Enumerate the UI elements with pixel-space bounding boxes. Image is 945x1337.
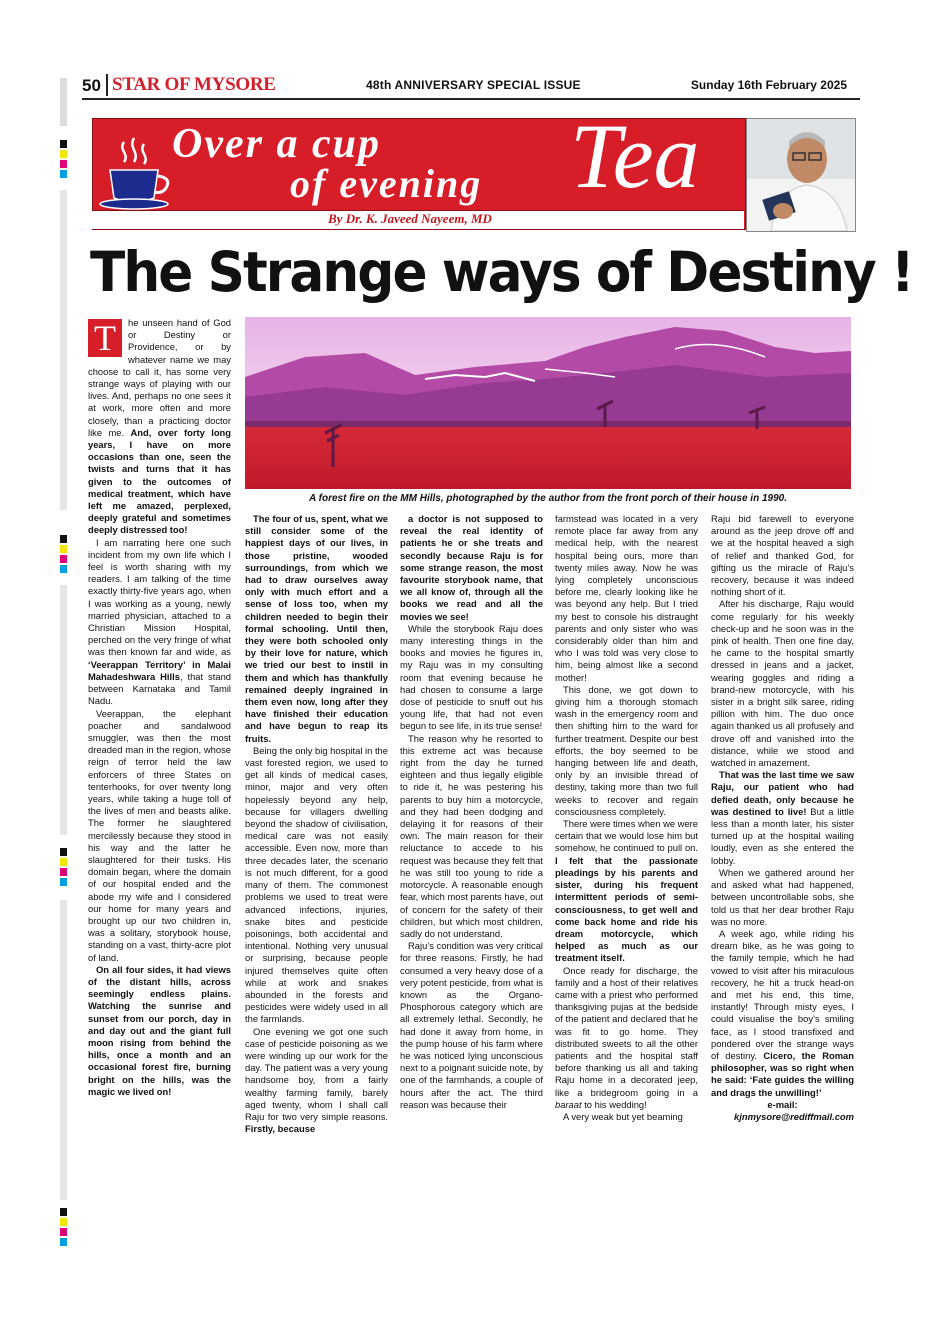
page-number: 50	[82, 76, 101, 95]
article-column-2	[245, 513, 388, 1135]
registration-mark-cyan	[60, 878, 67, 886]
paragraph: A week ago, while riding his dream bike, as he was going to the family temple, which he had vowed to visit after his miraculous recovery, he hit a truck head-on and met his end, this time, instantly! Through misty eyes, I could visualise the boy’s smiling face, as I stood transfixed and pondered over the strange ways of destiny. Cicero, the Roman philosopher, was so right when he said: ‘Fate guides the willing and drags the unwilling!’	[711, 927, 854, 1098]
paragraph: Once ready for discharge, the family and a host of their relatives came with a priest who performed thanksgiving pujas at the bedside of the patient and declared that he was fit to go home. They distributed sweets to all the other patients and the hospital staff before thanking us all and taking Raju home in a decorated jeep, like a bridegroom going in a baraat to his wedding!	[555, 964, 698, 1110]
paragraph: Being the only big hospital in the vast forested region, we used to get all kinds of medical cases, minor, major and very often hopelessly beyond any help, because for villagers dwelling beyond the shadow of civilisation, medical care was not easily accessible. Even now, more than three decades later, the scenario is not much different, for a good many of them. The commonest problems we used to treat were advanced infections, injuries, snake bites and pesticide poisonings, both accidental and intentional. Nothing very unusual or surprising, because people injured themselves quite often while at work and snakes abounded in the forests and pesticides were widely used in all the farmlands.	[245, 744, 388, 1025]
issue-date: Sunday 16th February 2025	[690, 78, 847, 92]
registration-mark-black	[60, 1208, 67, 1216]
article-column-1	[88, 317, 231, 1098]
registration-strip	[60, 78, 67, 126]
registration-mark-yellow	[60, 858, 67, 866]
registration-mark-cyan	[60, 170, 67, 178]
paragraph: he unseen hand of God or Destiny or Providence, or by whatever name we may choose to call it, has some very strange ways of playing with our lives. And, perhaps no one sees it at work, more often and more closely, than a practicing doctor like me. And, over forty long years, I have on more occasions than one, seen the twists and turns that it has given to the outcomes of medical treatment, which have left me amazed, perplexed, deeply grateful and sometimes deeply distressed too!	[88, 317, 232, 536]
registration-strip	[60, 190, 67, 510]
paragraph: Raju bid farewell to everyone around as the jeep drove off and we at the hospital heaved a sigh of relief and thanked God, for gifting us the miracle of Raju’s recovery, because it was indeed nothing short of it.	[711, 513, 854, 598]
paragraph: While the storybook Raju does many interesting things in the books and movies he figures in, my Raju was in my consulting room that evening because he had chosen to consume a large dose of pesticide to snuff out his young life, that had not even begun to see life, in its true sense!	[400, 622, 543, 732]
paragraph: That was the last time we saw Raju, our patient who had defied death, only because he was destined to live! But a little less than a month later, his sister turned up at the hospital wailing loudly, even as she entered the lobby.	[711, 769, 854, 866]
column-body	[400, 513, 543, 1111]
photo-caption: A forest fire on the MM Hills, photographed by the author from the front porch of their house in 1990.	[309, 493, 787, 504]
paragraph: The four of us, spent, what we still consider some of the happiest days of our lives, in those pristine, wooded surroundings, from which we had to draw ourselves away only with much effort and a sense of loss too, when my children needed to begin their formal schooling. Until then, they were both schooled only by their love for nature, which we tried our best to instil in them and which has thankfully remained deeply ingrained in them even now, long after they have finished their education and have begun to reap its fruits.	[245, 513, 388, 744]
registration-mark-magenta	[60, 160, 67, 168]
paragraph: a doctor is not supposed to reveal the real identity of patients he or she treats and secondly because Raju is for some strange reason, the most favourite storybook name, that we all know of, through all the books we read and all the movies we see!	[400, 513, 543, 622]
header-divider	[106, 74, 108, 96]
author-email[interactable]: kjnmysore@rediffmail.com	[734, 1110, 854, 1122]
registration-mark-cyan	[60, 1238, 67, 1246]
header-rule	[82, 98, 860, 100]
paragraph: I am narrating here one such incident from my own life which I feel is worth sharing with my readers. I am talking of the time exactly thirty-five years ago, when I was working as a young, newly married physician, attached to a Christian Mission Hospital, perched on the very fringe of what was then known far and wide, as ‘Veerappan Territory’ in Malai Mahadeshwara Hills, that stand between Karnataka and Tamil Nadu.	[88, 536, 231, 707]
author-photo	[746, 118, 856, 232]
registration-strip	[60, 900, 67, 1200]
paragraph: On all four sides, it had views of the distant hills, across seemingly endless plains. Watching the sunrise and sunset from our porch, day in and day out and the giant full moon rising from behind the hills, once a month and an occasional forest fire, burning bright on the hills, was the magic we lived on!	[88, 963, 231, 1097]
drop-cap: T	[88, 319, 122, 357]
paragraph: The reason why he resorted to this extreme act was because right from the day he turned eighteen and thus legally eligible to ride it, he was pestering his parents to buy him a motorcycle, and they had been dodging and delaying it for reasons of their own. The main reason for their reluctance to accede to his request was because they felt that he was still too young to ride a motorcycle. A reasonable enough fear, which most parents have, out of concern for the safety of their children, but which most children, sadly do not understand.	[400, 732, 543, 939]
paragraph: A very weak but yet beaming	[563, 1110, 683, 1122]
banner-line-1: Over a cup	[172, 121, 381, 167]
registration-mark-yellow	[60, 545, 67, 553]
registration-mark-yellow	[60, 1218, 67, 1226]
registration-mark-magenta	[60, 555, 67, 563]
paragraph: farmstead was located in a very remote place far away from any medical help, with the nearest hospital being ours, more than twenty miles away. Now he was lying completely unconscious before me, clearly looking like he was beyond any help. But I tried my best to console his distraught parents and only sister who was considerably older than him and who I was told was very close to him, being almost like a second mother!	[555, 513, 698, 683]
article-column-5	[711, 513, 854, 1123]
author-byline: By Dr. K. Javeed Nayeem, MD	[328, 211, 492, 226]
column-body	[711, 513, 854, 1099]
paragraph: One evening we got one such case of pesticide poisoning as we were winding up our work for the day. The patient was a very young handsome boy, from a fairly wealthy farming family, barely aged twenty, whom I shall call Raju for two very simple reasons. Firstly, because	[245, 1025, 388, 1135]
column-body	[245, 513, 388, 1135]
tea-cup-icon	[96, 136, 176, 216]
registration-mark-yellow	[60, 150, 67, 158]
headline: The Strange ways of Destiny !	[90, 240, 913, 304]
registration-strip	[60, 585, 67, 835]
registration-mark-black	[60, 848, 67, 856]
article-column-4	[555, 513, 698, 1123]
email-label: e-mail:	[767, 1098, 798, 1110]
paragraph: This done, we got down to giving him a thorough stomach wash in the emergency room and then shifting him to the ward for further treatment. Despite our best efforts, the boy seemed to be hanging between life and death, only by an invisible thread of destiny, taking more than two full weeks to recover and regain consciousness completely.	[555, 683, 698, 817]
paragraph: Veerappan, the elephant poacher and sandalwood smuggler, was then the most dreaded man in the region, whose reign of terror held the law enforcers of three States on tenterhooks, for over twenty long years, while taking a huge toll of the lives of men and beasts alike. The former he slaughtered mercilessly because they stood in his way and the latter he slaughtered for their tusks. His domain began, where the domain of our hospital ended and the abode my wife and I considered our home for many years and brought up our two children in, was a solitary, storybook house, standing on a vast, thirty-acre plot of land.	[88, 707, 231, 963]
column-body	[555, 513, 698, 1123]
paragraph: When we gathered around her and asked what had happened, between uncontrollable sobs, she told us that her dear brother Raju was no more.	[711, 866, 854, 927]
issue-label: 48th ANNIVERSARY SPECIAL ISSUE	[366, 78, 581, 92]
publication-logo: STAR OF MYSORE	[112, 74, 276, 95]
banner-line-2: of evening	[290, 161, 483, 206]
registration-mark-magenta	[60, 868, 67, 876]
column-body	[88, 317, 231, 1098]
banner-word-tea: Tea	[570, 105, 700, 207]
paragraph: There were times when we were certain that we would lose him but somehow, he continued to pull on. I felt that the passionate pleadings by his parents and sister, during his frequent intermittent periods of semi-consciousness, to get well and come back home and ride his dream motorcycle, which helped as much as our treatment itself.	[555, 818, 698, 964]
forest-fire-photo	[245, 317, 851, 489]
registration-mark-cyan	[60, 565, 67, 573]
article-column-3	[400, 513, 543, 1111]
registration-mark-black	[60, 140, 67, 148]
paragraph: Raju’s condition was very critical for three reasons. Firstly, he had consumed a very heavy dose of a very potent pesticide, from what is known as the Organo-Phosphorous category which are all extremely lethal. Secondly, he had done it away from home, in the pump house of his farm where he was noticed lying unconscious next to a poignant suicide note, by one of the farmhands, a couple of hours after the act. The third reason was because their	[400, 940, 543, 1110]
paragraph: After his discharge, Raju would come regularly for his weekly check-up and he soon was in the pink of health. Then one fine day, he came to the hospital smartly dressed in jeans and a jacket, wearing goggles and riding a brand-new motorcycle, with his sister in a bright silk saree, riding pillion with him. The duo once again thanked us all profusely and drove off and vanished into the distance, while we stood and watched in amazement.	[711, 598, 854, 769]
registration-mark-magenta	[60, 1228, 67, 1236]
registration-mark-black	[60, 535, 67, 543]
